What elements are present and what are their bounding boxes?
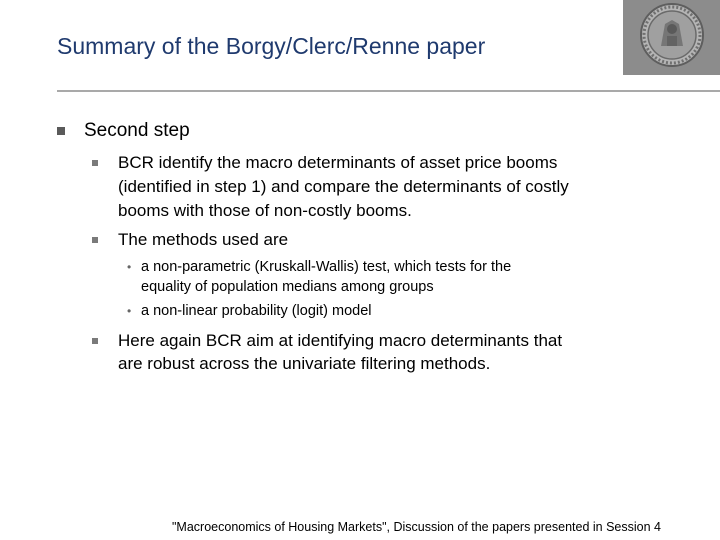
- bullet-line: BCR identify the macro determinants of asset price booms: [118, 153, 558, 172]
- sub-bullet-line: a non-parametric (Kruskall-Wallis) test, which tests for the: [141, 259, 512, 275]
- sub-bullet-line: a non-linear probability (logit) model: [141, 303, 372, 319]
- bullet-line: (identified in step 1) and compare the determinants of costly: [118, 177, 569, 196]
- bullet-line: The methods used are: [118, 230, 289, 249]
- dot-bullet-icon: •: [127, 304, 132, 318]
- bullet-line: booms with those of non-costly booms.: [118, 201, 412, 220]
- slide-footer: "Macroeconomics of Housing Markets", Discussion of the papers presented in Session 4: [172, 520, 661, 534]
- slide-title: Summary of the Borgy/Clerc/Renne paper: [57, 33, 486, 59]
- bullet-text: Second step: [84, 120, 190, 141]
- university-seal-icon: [623, 0, 720, 75]
- square-bullet-icon: [92, 160, 98, 166]
- square-bullet-icon: [92, 338, 98, 344]
- dot-bullet-icon: •: [127, 260, 132, 274]
- square-bullet-icon: [92, 237, 98, 243]
- bullet-line: Here again BCR aim at identifying macro determinants that: [118, 331, 563, 350]
- sub-bullet-line: equality of population medians among groups: [141, 279, 434, 295]
- bullet-line: are robust across the univariate filtering methods.: [118, 354, 491, 373]
- square-bullet-icon: [57, 127, 65, 135]
- title-divider: [57, 90, 720, 92]
